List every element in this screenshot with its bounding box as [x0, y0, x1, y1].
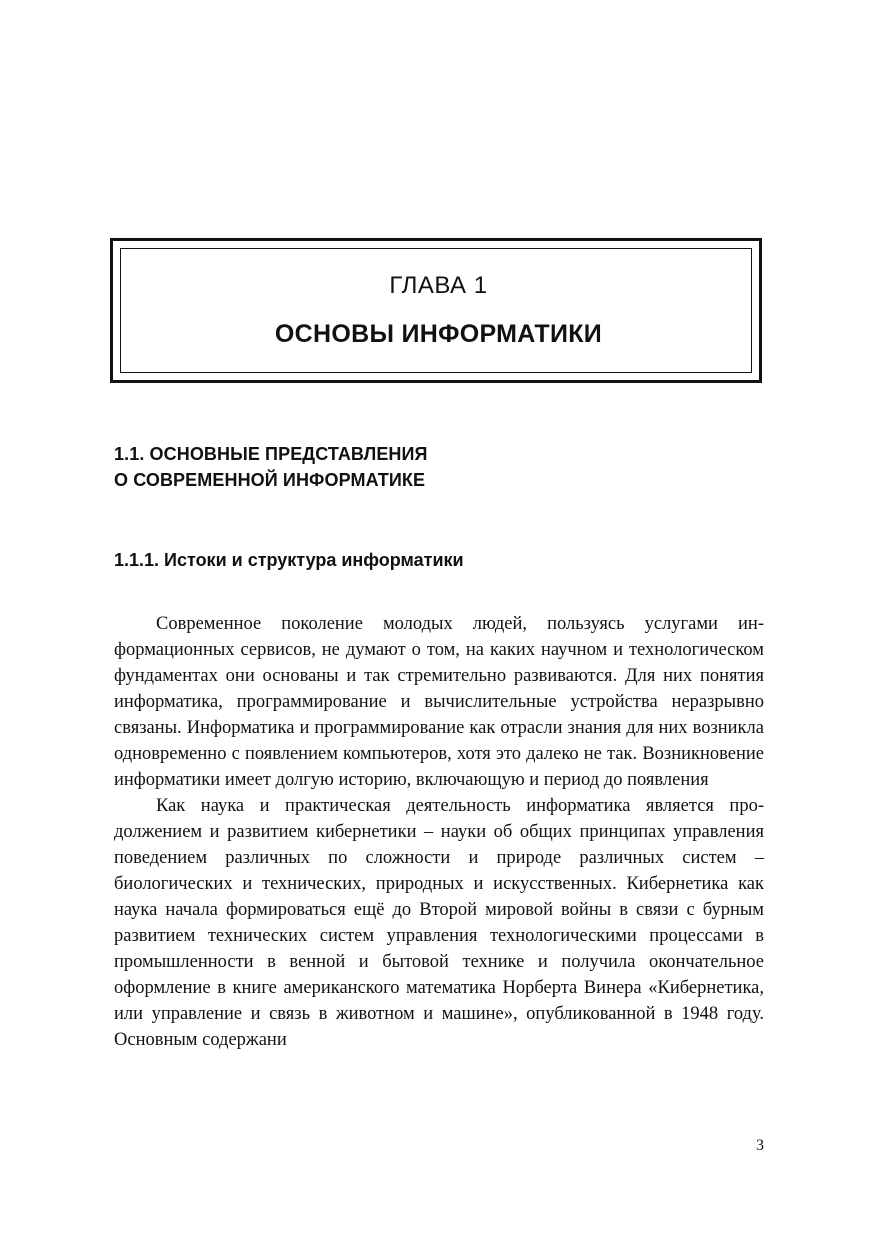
chapter-frame	[110, 238, 762, 383]
chapter-frame-inner	[120, 248, 752, 373]
section-heading	[114, 441, 428, 493]
section-heading-line-2: О СОВРЕМЕННОЙ ИНФОРМАТИКЕ	[114, 470, 426, 490]
subsection-heading: 1.1.1. Истоки и структура информатики	[114, 550, 464, 570]
page-number: 3	[756, 1137, 764, 1154]
chapter-number: ГЛАВА 1	[389, 272, 488, 299]
paragraph: Современное поколение молодых людей, пользуясь услугами информационных сервисов, не думают о том, на каких научном и технологическом фундаментах они основаны и так стремительно развиваются. Для них понятия информатика, программирование и вычислительные устройства неразрывно связаны. Информатика и программирование как отрасли знания для них возникла одновременно с появлением компьютеров, хотя это далеко не так. Возникновение информатики имеет долгую историю, включающую и период до появления	[114, 614, 764, 790]
section-heading-line-1: 1.1. ОСНОВНЫЕ ПРЕДСТАВЛЕНИЯ	[114, 444, 428, 464]
paragraph: Как наука и практическая деятельность информатика является продолжением и развитием кибернетики – науки об общих принципах управления поведением различных по сложности и природе различных систем – биологических и технических, природных и искусственных. Кибернетика как наука начала формироваться ещё до Второй мировой войны в связи с бурным развитием технических систем управления технологическими процессами в промышленности в венной и бытовой технике и получила окончательное оформление в книге американского математика Норберта Винера «Кибернетика, или управление и связь в животном и машине», опубликованной в 1948 году. Основным содержани	[114, 796, 764, 1050]
body-text	[114, 611, 764, 1053]
chapter-title: ОСНОВЫ ИНФОРМАТИКИ	[274, 320, 603, 348]
